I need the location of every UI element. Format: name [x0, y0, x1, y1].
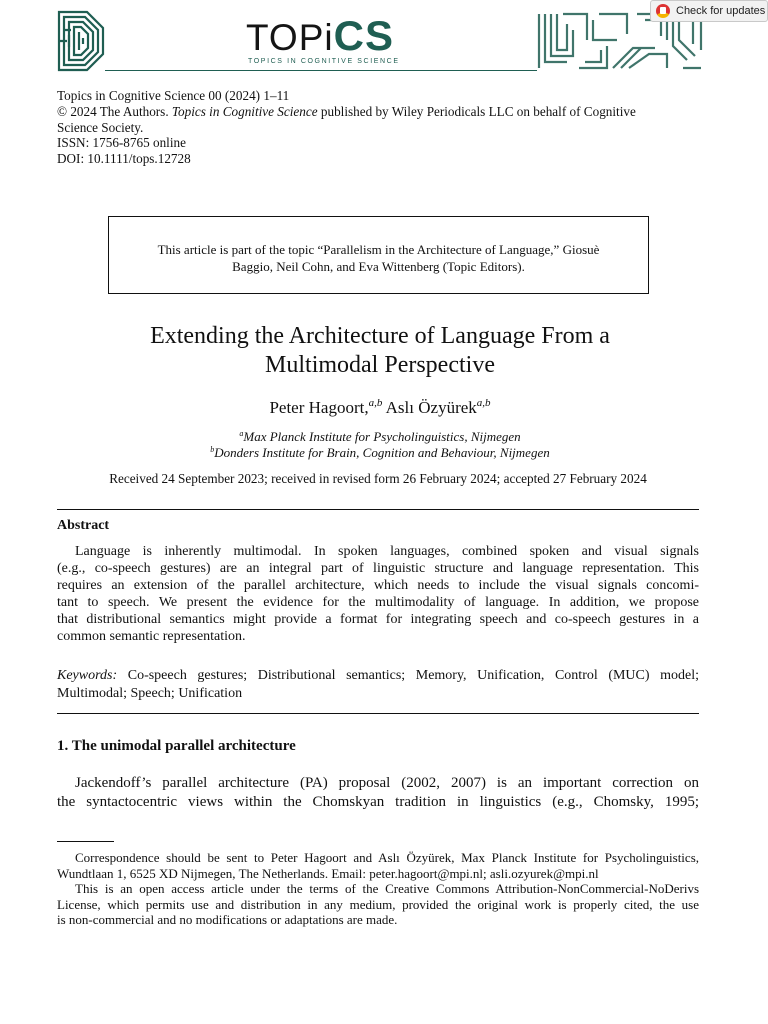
- copyright-line: [57, 104, 702, 120]
- affiliation-a: [60, 429, 700, 445]
- abstract-heading: Abstract: [57, 518, 110, 533]
- brand-cs-text: CS: [333, 12, 394, 59]
- topic-notice-line-1: This article is part of the topic “Parallelism in the Architecture of Language,” Giosuè: [157, 242, 600, 257]
- footnotes: [57, 850, 699, 928]
- copyright-suffix: published by Wiley Periodicals LLC on behalf of Cognitive: [317, 103, 636, 119]
- title-line-2: Multimodal Perspective: [265, 352, 495, 378]
- abstract-line: that distributional semantics might provide a format for integrating speech and co-speech gestures in a: [57, 612, 699, 627]
- footnote-line: Wundtlaan 1, 6525 XD Nijmegen, The Netherlands. Email: peter.hagoort@mpi.nl; asli.ozyurek@mpi.nl: [57, 865, 599, 881]
- brand-topi-text: TOPi: [246, 17, 334, 58]
- keywords-line-2: Multimodal; Speech; Unification: [57, 686, 243, 701]
- abstract-body: [57, 543, 699, 645]
- header-divider: [105, 70, 537, 71]
- check-for-updates-label: Check for updates: [676, 5, 766, 17]
- copyright-journal-name: Topics in Cognitive Science: [171, 103, 318, 119]
- section-body: [57, 774, 699, 812]
- author-ozyurek-affiliation-mark: a,b: [476, 397, 491, 409]
- topic-notice-text: [129, 241, 628, 275]
- affiliation-b-text: Donders Institute for Brain, Cognition and Behaviour, Nijmegen: [214, 445, 550, 460]
- abstract-top-rule: [57, 509, 699, 510]
- article-title: [60, 322, 700, 380]
- citation-line: Topics in Cognitive Science 00 (2024) 1–11: [57, 88, 290, 103]
- abstract-line: common semantic representation.: [57, 629, 246, 644]
- abstract-line: tant to speech. We present the evidence for the multimodality of language. In addition, we propose: [57, 595, 699, 610]
- author-hagoort-affiliation-mark: a,b: [368, 397, 383, 409]
- keywords: [57, 667, 699, 703]
- author-hagoort: Peter Hagoort,: [269, 398, 369, 417]
- keywords-line-1: [57, 667, 699, 685]
- section-heading: 1. The unimodal parallel architecture: [57, 738, 296, 754]
- journal-info: [57, 88, 702, 167]
- footnote-line: is non-commercial and no modifications or adaptations are made.: [57, 912, 398, 928]
- footnote-line: This is an open access article under the terms of the Creative Commons Attribution-NonCommercial-NoDerivs: [75, 881, 699, 897]
- title-line-1: Extending the Architecture of Language From a: [150, 323, 610, 349]
- issn-line: ISSN: 1756-8765 online: [57, 135, 186, 151]
- check-for-updates-button[interactable]: [650, 0, 768, 22]
- keywords-list-1: Co-speech gestures; Distributional semantics; Memory, Unification, Control (MUC) model;: [117, 668, 699, 683]
- crossmark-icon: [656, 4, 670, 18]
- abstract-line: requires an extension of the parallel architecture, which needs to include the visual signals concomi-: [57, 578, 699, 593]
- body-line: Jackendoff’s parallel architecture (PA) proposal (2002, 2007) is an important correction on: [75, 775, 699, 791]
- abstract-line: Language is inherently multimodal. In spoken languages, combined spoken and visual signals: [75, 544, 699, 559]
- abstract-line: (e.g., co-speech gestures) are an integral part of linguistic structure and language representation. This: [57, 561, 699, 576]
- affiliation-a-mark: a: [239, 429, 244, 438]
- brand-subtitle: TOPICS IN COGNITIVE SCIENCE: [248, 58, 400, 65]
- keywords-label: Keywords:: [57, 668, 118, 683]
- footnote-line: Correspondence should be sent to Peter Hagoort and Aslı Özyürek, Max Planck Institute for Psycholinguistics,: [75, 850, 699, 865]
- received-dates: Received 24 September 2023; received in revised form 26 February 2024; accepted 27 February 2024: [109, 471, 647, 486]
- journal-brand-logo: [246, 12, 426, 66]
- author-ozyurek: Aslı Özyürek: [382, 398, 477, 417]
- affiliation-a-text: Max Planck Institute for Psycholinguistics, Nijmegen: [243, 429, 521, 444]
- topic-notice-line-2: Baggio, Neil Cohn, and Eva Wittenberg (Topic Editors).: [232, 259, 525, 274]
- doi-link[interactable]: DOI: 10.1111/tops.12728: [57, 151, 191, 167]
- copyright-prefix: © 2024 The Authors.: [57, 103, 172, 119]
- abstract-bottom-rule: [57, 713, 699, 714]
- topic-notice-box: [108, 216, 649, 294]
- maze-logo-left: [57, 10, 105, 72]
- copyright-line-2: Science Society.: [57, 119, 144, 135]
- footnote-line: License, which permits use and distribution in any medium, provided the original work is properly cited, the use: [57, 896, 699, 912]
- footnote-rule: [57, 841, 114, 842]
- author-list: [60, 397, 700, 419]
- affiliation-b-mark: b: [210, 445, 215, 454]
- affiliation-b: [60, 445, 700, 461]
- body-line: the syntactocentric views within the Chomskyan tradition in linguistics (e.g., Chomsky, 1995;: [57, 794, 699, 810]
